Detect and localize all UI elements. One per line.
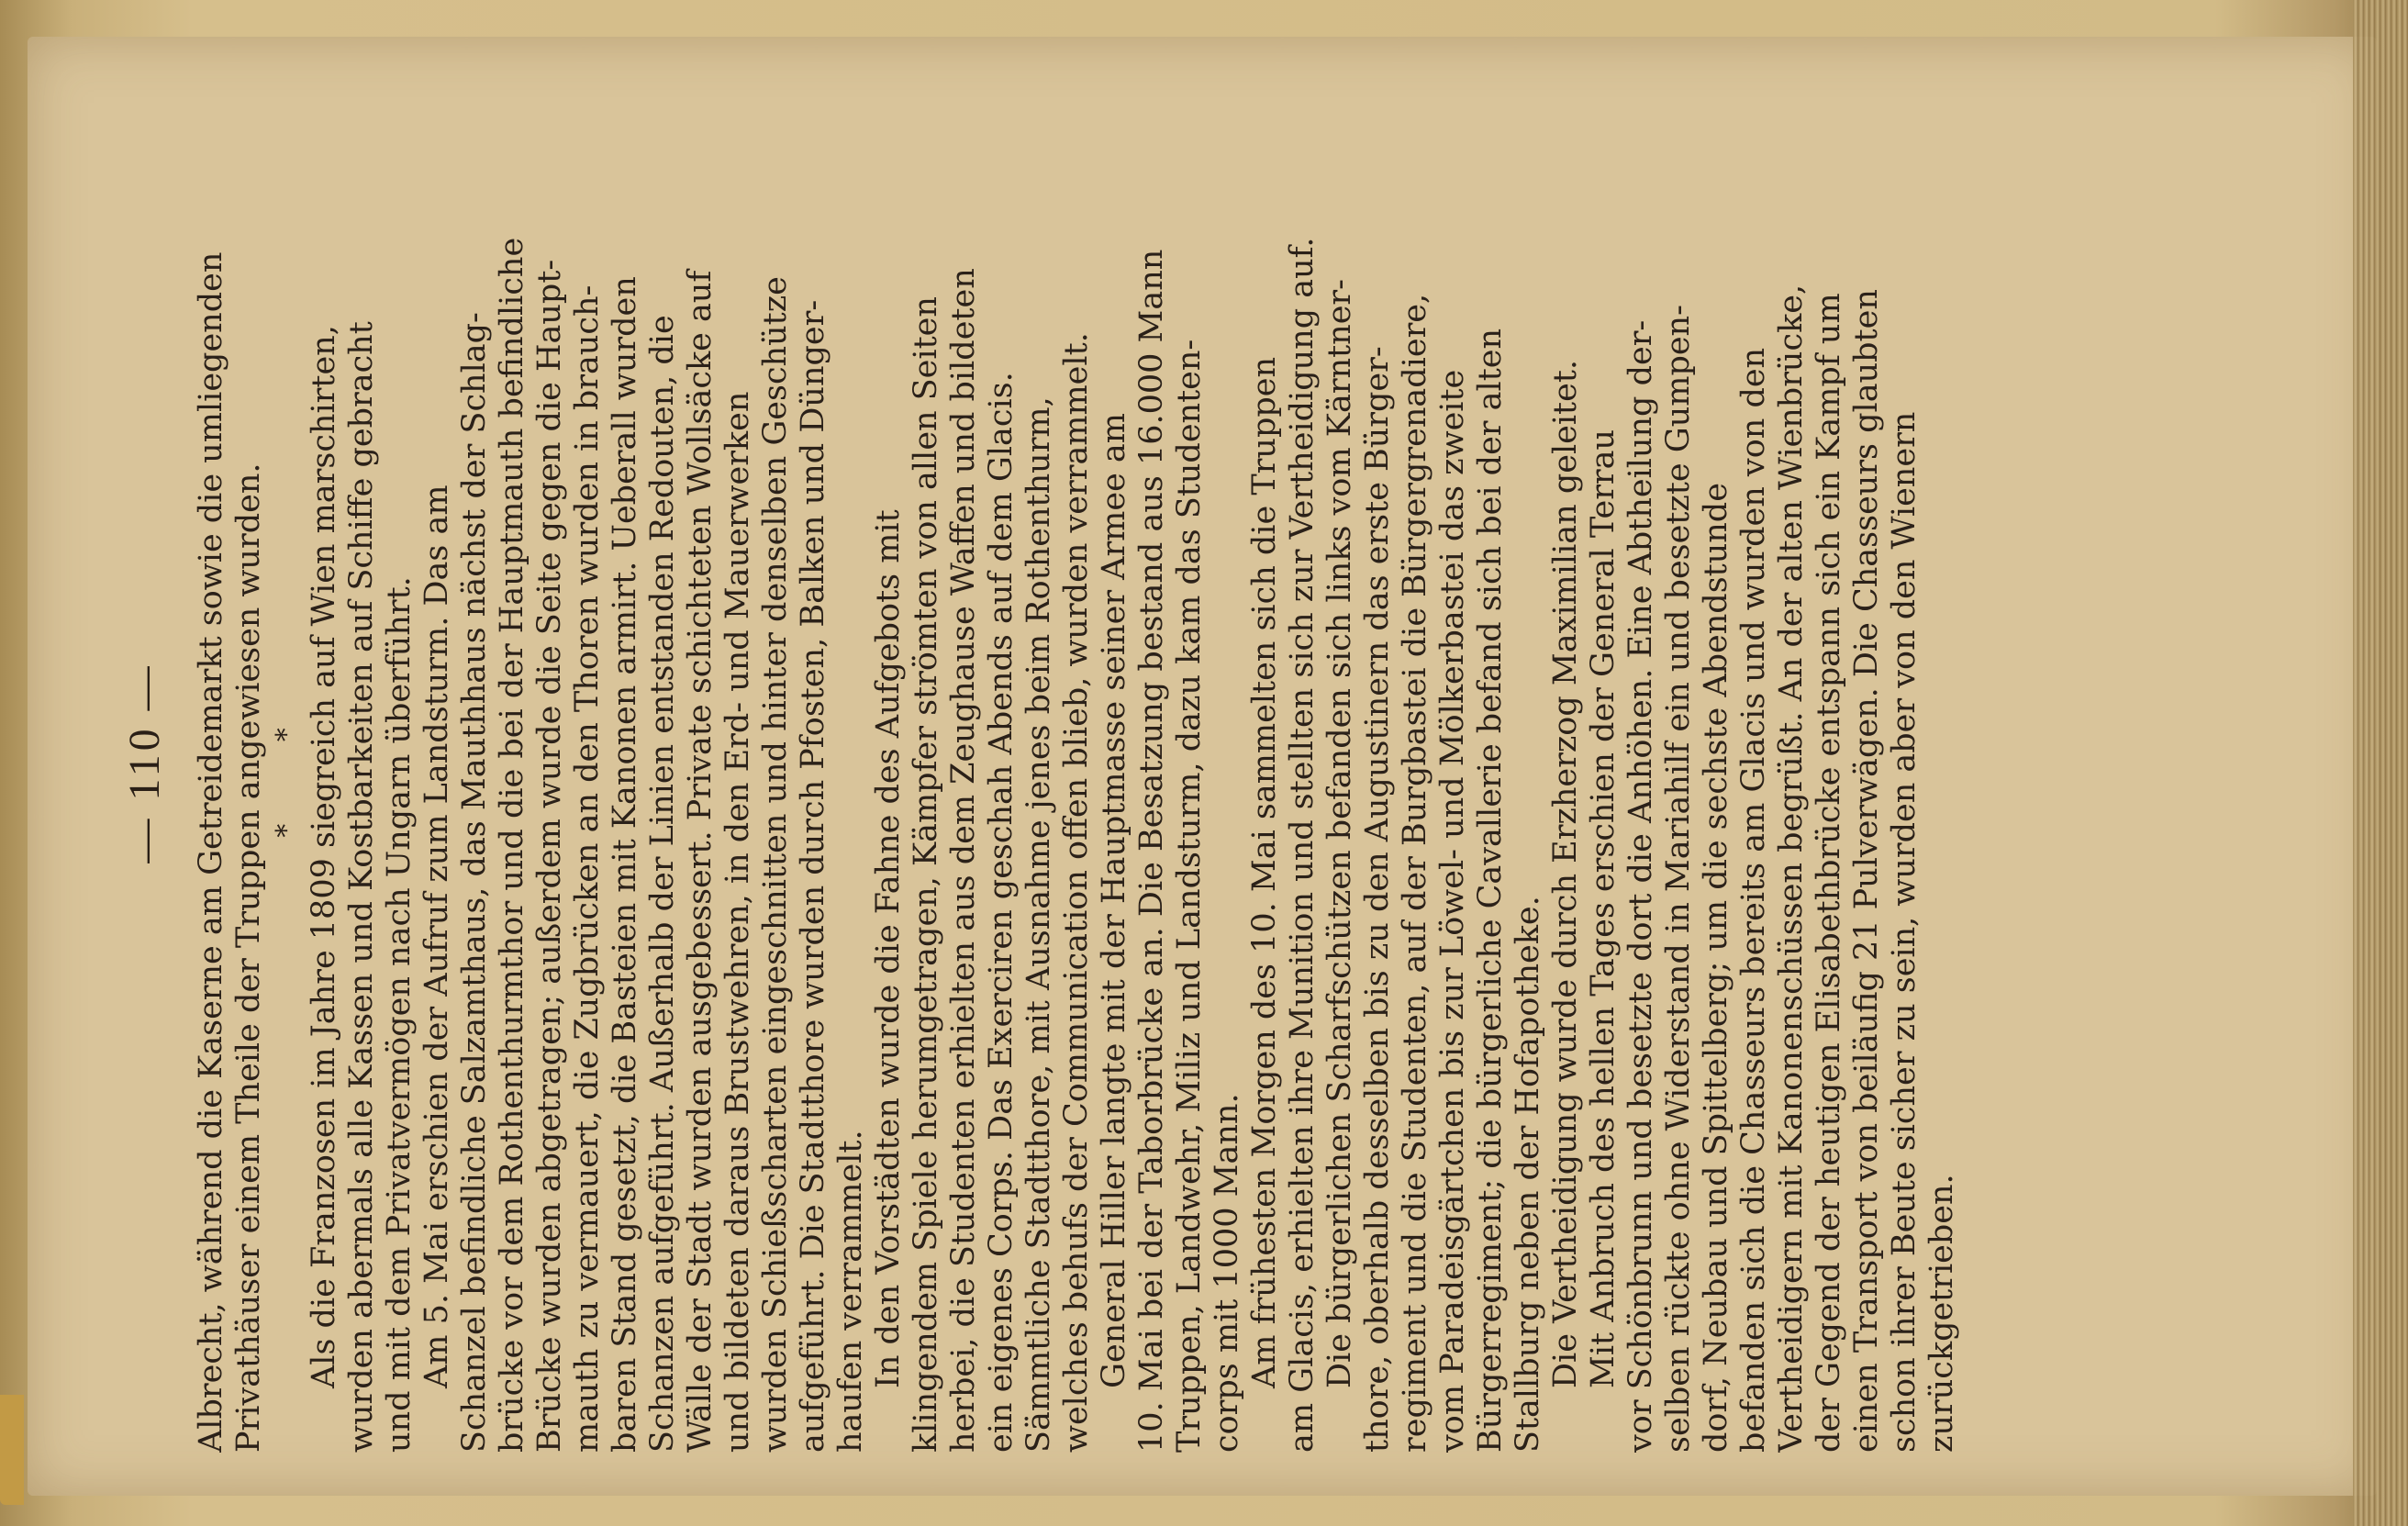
text-line: Sämmtliche Stadtthore, mit Ausnahme jenes beim Rothenthurm, [1020, 396, 1057, 1453]
text-line: General Hiller langte mit der Hauptmasse seiner Armee am [1096, 413, 1132, 1388]
text-line: wurden Schießscharten eingeschnitten und hinter denselben Geschütze [757, 276, 794, 1453]
text-line: Am 5. Mai erschien der Aufruf zum Landsturm. Das am [418, 485, 455, 1388]
text-line: Schanzen aufgeführt. Außerhalb der Linien entstanden Redouten, die [644, 315, 681, 1453]
text-line: und bildeten daraus Brustwehren, in den Erd- und Mauerwerken [719, 391, 756, 1453]
text-line: Bürgerregiment; die bürgerliche Cavallerie befand sich bei der alten [1472, 328, 1509, 1453]
text-line: corps mit 1000 Mann. [1209, 1093, 1245, 1453]
text-line: Die bürgerlichen Scharfschützen befanden sich links vom Kärntner- [1321, 279, 1358, 1388]
text-line: und mit dem Privatvermögen nach Ungarn überführt. [381, 576, 418, 1453]
text-line: einen Transport von beiläufig 21 Pulverwägen. Die Chasseurs glaubten [1848, 289, 1885, 1453]
text-line: Privathäuser einem Theile der Truppen angewiesen wurden. [230, 462, 267, 1453]
text-line: dorf, Neubau und Spittelberg; um die sechste Abendstunde [1698, 483, 1734, 1453]
text-line: brücke vor dem Rothenthurmthor und die bei der Hauptmauth befindliche [494, 237, 530, 1453]
text-line: baren Stand gesetzt, die Basteien mit Kanonen armirt. Ueberall wurden [607, 276, 643, 1453]
text-line: klingendem Spiele herumgetragen, Kämpfer strömten von allen Seiten [908, 296, 944, 1453]
text-line: Brücke wurden abgetragen; außerdem wurde die Seite gegen die Haupt- [531, 259, 568, 1453]
text-line: thore, oberhalb desselben bis zu den Augustinern das erste Bürger- [1359, 346, 1396, 1453]
text-line: Wälle der Stadt wurden ausgebessert. Private schichteten Wollsäcke auf [682, 270, 719, 1453]
text-line: schon ihrer Beute sicher zu sein, wurden aber von den Wienern [1886, 411, 1923, 1453]
text-line: In den Vorstädten wurde die Fahne des Aufgebots mit [870, 509, 907, 1388]
text-line: haufen verrammelt. [832, 1130, 869, 1453]
text-line: welches behufs der Communication offen blieb, wurden verrammelt. [1058, 332, 1095, 1453]
text-line: regiment und die Studenten, auf der Burgbastei die Bürgergrenadiere, [1397, 293, 1433, 1453]
section-divider: * * [271, 691, 303, 838]
text-line: am Glacis, erhielten ihre Munition und stellten sich zur Vertheidigung auf. [1284, 237, 1321, 1453]
text-line: aufgeführt. Die Stadtthore wurden durch Pfosten, Balken und Dünger- [795, 299, 831, 1453]
page-number: — 110 — [120, 663, 169, 863]
text-line: zurückgetrieben. [1923, 1174, 1960, 1453]
body-text [193, 76, 1961, 1453]
text-line: Am frühesten Morgen des 10. Mai sammelten sich die Truppen [1246, 356, 1283, 1388]
text-line: der Gegend der heutigen Elisabethbrücke entspann sich ein Kampf um [1811, 293, 1847, 1453]
text-line: Mit Anbruch des hellen Tages erschien der General Terrau [1585, 429, 1622, 1388]
text-line: Albrecht, während die Kaserne am Getreidemarkt sowie die umliegenden [193, 251, 229, 1453]
text-line: Vertheidigern mit Kanonenschüssen begrüßt. An der alten Wienbrücke, [1773, 284, 1810, 1453]
text-line: selben rückte ohne Widerstand in Mariahilf ein und besetzte Gumpen- [1660, 305, 1697, 1453]
text-line: 10. Mai bei der Taborbrücke an. Die Besatzung bestand aus 16.000 Mann [1133, 249, 1170, 1453]
text-line: Die Vertheidigung wurde durch Erzherzog Maximilian geleitet. [1547, 359, 1584, 1388]
text-line: Schanzel befindliche Salzamthaus, das Mauthhaus nächst der Schlag- [456, 312, 493, 1453]
text-line: Truppen, Landwehr, Miliz und Landsturm, dazu kam das Studenten- [1171, 339, 1208, 1453]
text-line: befanden sich die Chasseurs bereits am Glacis und wurden von den [1735, 347, 1772, 1453]
text-line: Stallburg neben der Hofapotheke. [1510, 896, 1546, 1453]
text-line: ein eigenes Corps. Das Exerciren geschah Abends auf dem Glacis. [983, 372, 1020, 1453]
text-line: mauth zu vermauert, die Zugbrücken an den Thoren wurden in brauch- [569, 284, 606, 1453]
text-line: herbei, die Studenten erhielten aus dem Zeughause Waffen und bildeten [945, 268, 982, 1453]
text-line: Als die Franzosen im Jahre 1809 siegreich auf Wien marschirten, [306, 325, 342, 1388]
text-line: vor Schönbrunn und besetzte dort die Anhöhen. Eine Abtheilung der- [1622, 319, 1659, 1453]
text-line: vom Paradeisgärtchen bis zur Löwel- und Mölkerbastei das zweite [1434, 369, 1471, 1453]
text-line: wurden abermals alle Kassen und Kostbarkeiten auf Schiffe gebracht [343, 321, 380, 1453]
